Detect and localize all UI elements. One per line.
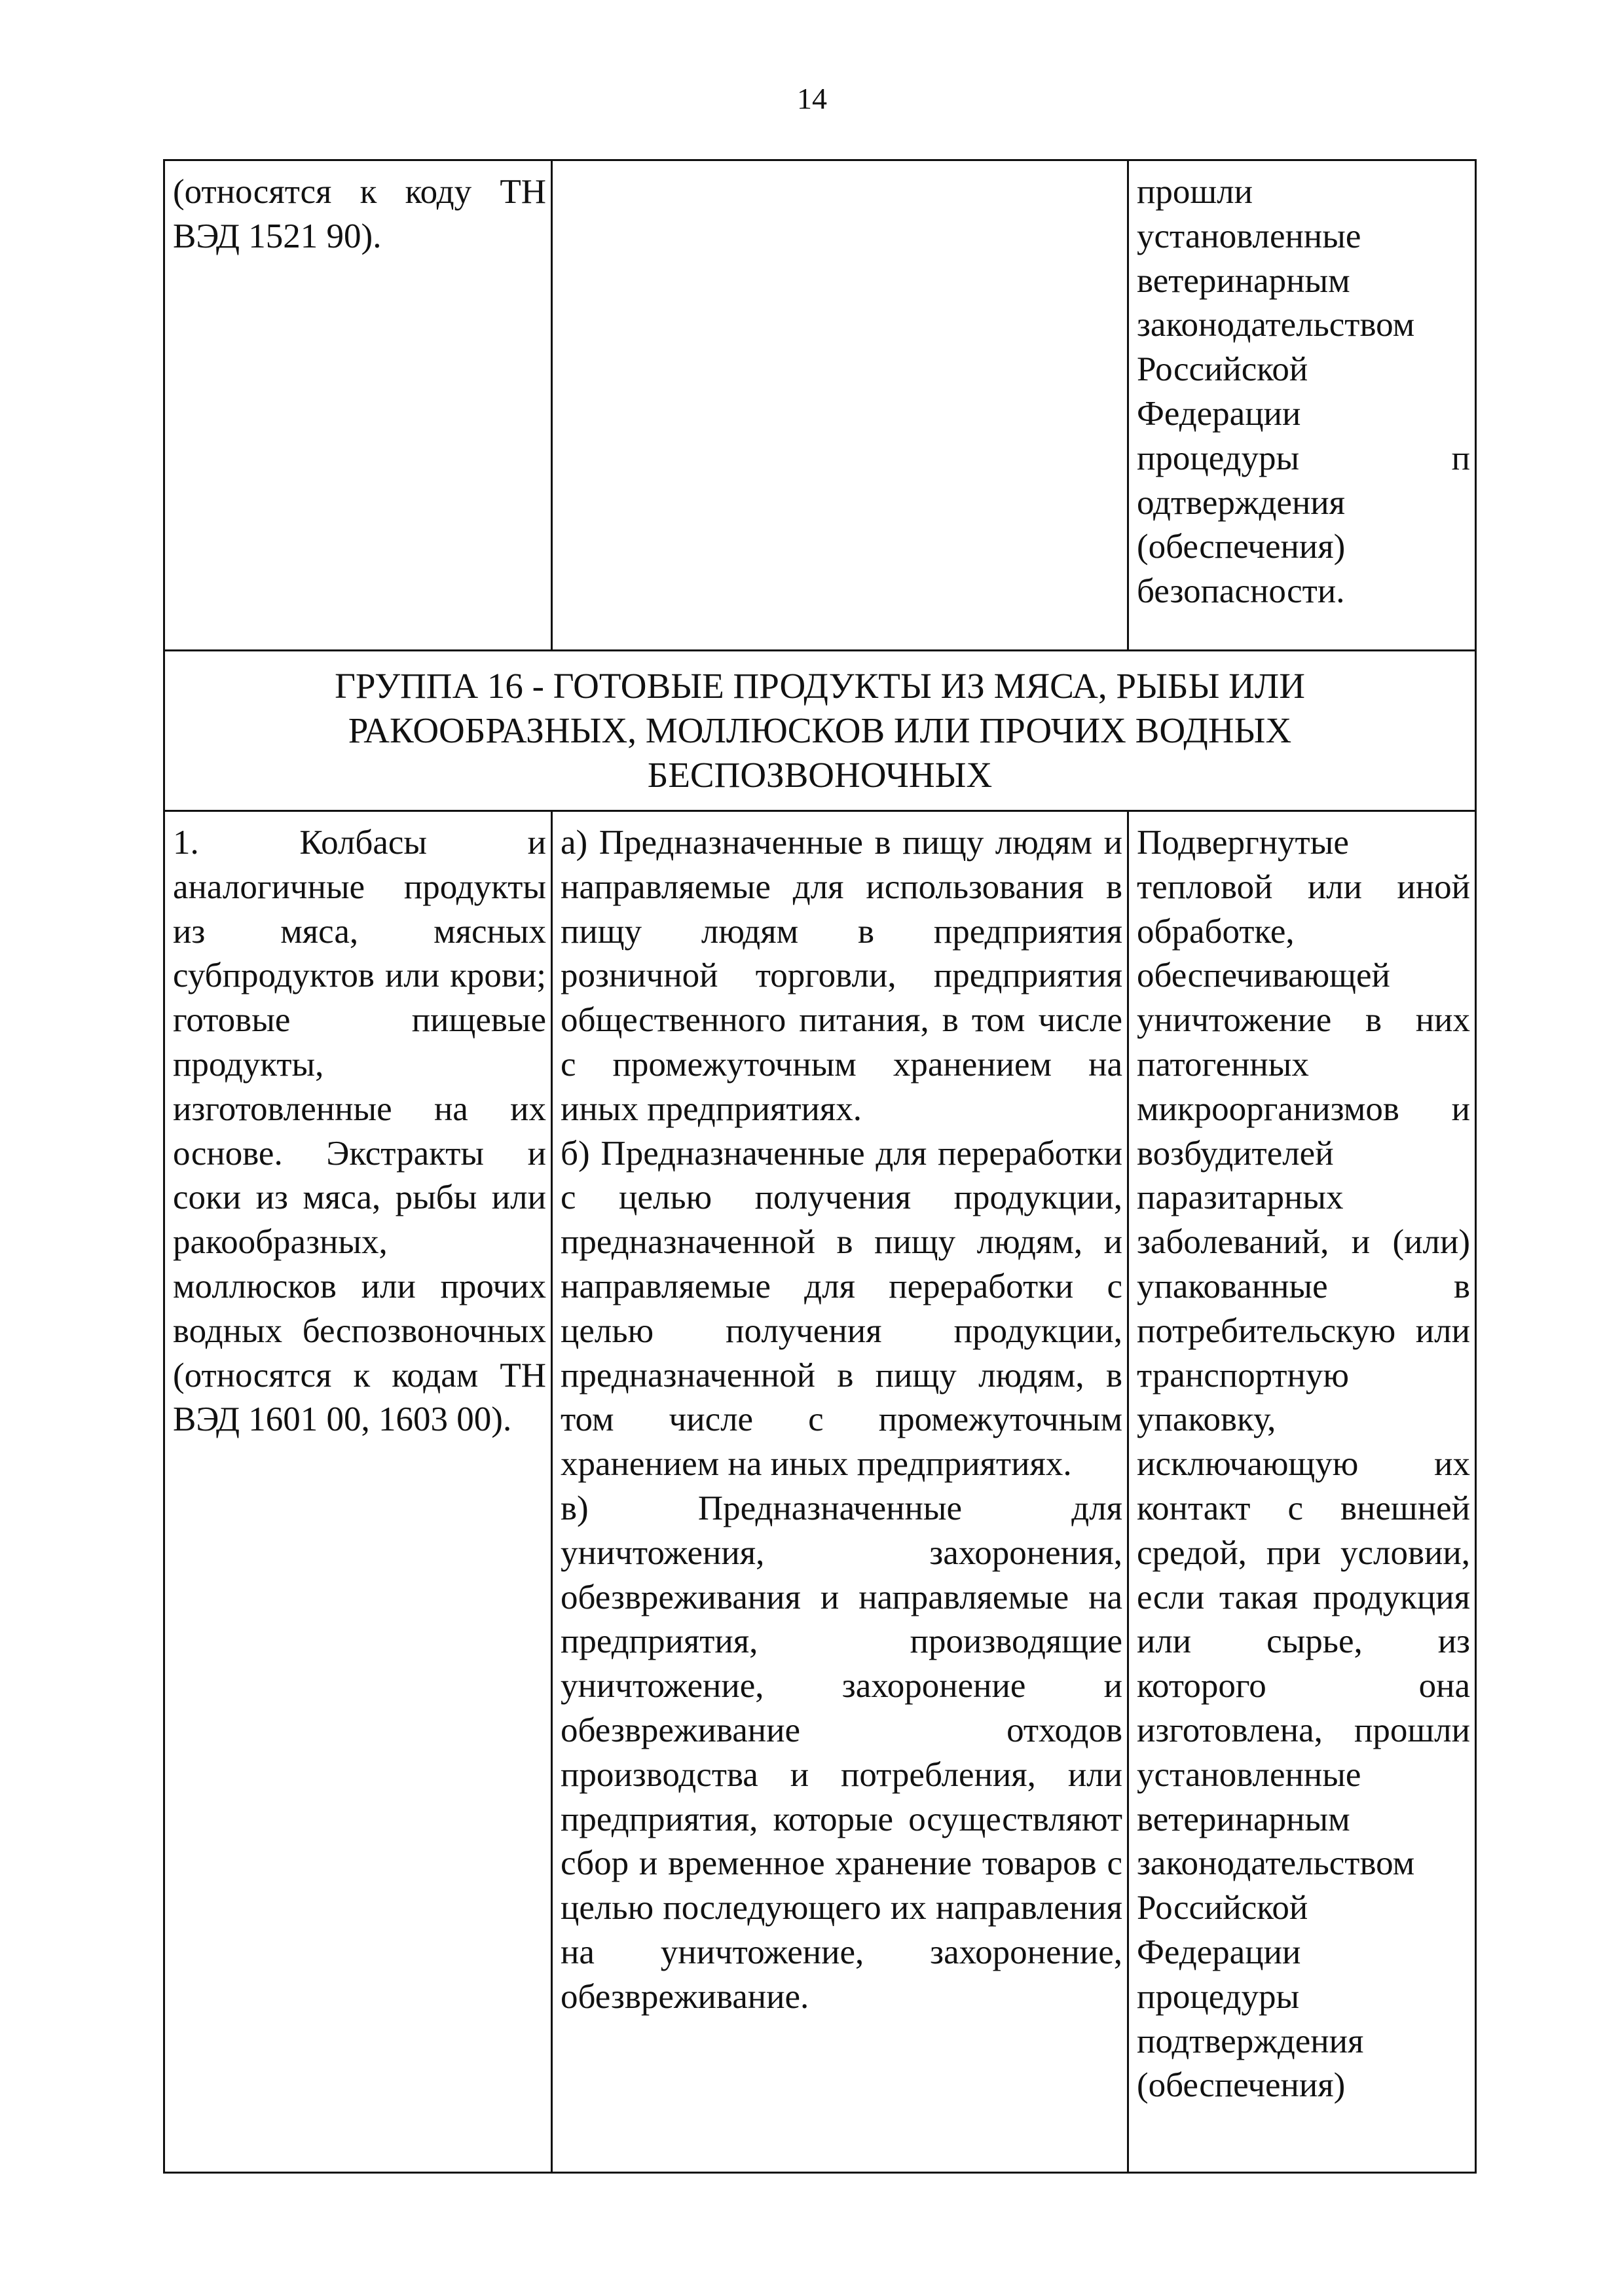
table-row-group-heading bbox=[164, 651, 1476, 811]
conditions-line-8: одтверждения bbox=[1137, 483, 1346, 522]
product-code-note: (относятся к коду ТН ВЭД 1521 90). bbox=[173, 173, 546, 255]
product-description: 1. Колбасы и аналогичные продукты из мяса, мясных субпродуктов или крови; готовые пищевые продукты, изготовленные на их основе. Экстракты и соки из мяса, рыбы или ракообразных, моллюсков или прочих водных беспозвоночных (относятся к кодам ТН ВЭД 1601 00, 1603 00). bbox=[173, 824, 546, 1439]
cell-empty-purpose bbox=[552, 160, 1128, 651]
conditions-line-9: (обеспечения) bbox=[1137, 528, 1346, 566]
group-heading: ГРУППА 16 - ГОТОВЫЕ ПРОДУКТЫ ИЗ МЯСА, РЫБЫ ИЛИ РАКООБРАЗНЫХ, МОЛЛЮСКОВ ИЛИ ПРОЧИХ ВОДНЫХ БЕСПОЗВОНОЧНЫХ bbox=[164, 651, 1476, 811]
cell-conditions-continuation bbox=[1128, 160, 1476, 651]
conditions-line-1: прошли bbox=[1137, 173, 1253, 211]
conditions-line-6: Федерации bbox=[1137, 394, 1301, 433]
conditions-line-3: ветеринарным bbox=[1137, 261, 1350, 300]
cell-product-description bbox=[164, 811, 552, 2173]
conditions-line-5: Российской bbox=[1137, 350, 1308, 389]
conditions-text: Подвергнутые тепловой или иной обработке, обеспечивающей уничтожение в них патогенных микроорганизмов и возбудителей паразитарных заболеваний, и (или) упакованные в потребительскую или транспортную упаковку, исключающую их контакт с внешней средой, при условии, если такая продукция или сырье, из которого она изготовлена, прошли установленные ветеринарным законодательством Российской Федерации процедуры подтверждения (обеспечения) bbox=[1137, 824, 1470, 2105]
conditions-line-7: процедуры п bbox=[1137, 439, 1470, 477]
cell-conditions bbox=[1128, 811, 1476, 2173]
purpose-a: а) Предназначенные в пищу людям и направляемые для использования в пищу людям в предприятия розничной торговли, предприятия общественного питания, в том числе с промежуточным хранением на иных предприятиях. bbox=[561, 824, 1122, 1128]
cell-purpose bbox=[552, 811, 1128, 2173]
conditions-line-2: установленные bbox=[1137, 217, 1361, 255]
table-row-item-1 bbox=[164, 811, 1476, 2173]
table-row-continuation bbox=[164, 160, 1476, 651]
conditions-line-10: безопасности. bbox=[1137, 572, 1345, 611]
conditions-line-4: законодательством bbox=[1137, 306, 1415, 344]
purpose-c: в) Предназначенные для уничтожения, захоронения, обезвреживания и направляемые на предприятия, производящие уничтожение, захоронение и обезвреживание отходов производства и потребления, или предприятия, которые осуществляют сбор и временное хранение товаров с целью последующего их направления на уничтожение, захоронение, обезвреживание. bbox=[561, 1489, 1122, 2016]
page-number: 14 bbox=[797, 82, 827, 115]
purpose-b: б) Предназначенные для переработки с целью получения продукции, предназначенной в пищу людям, и направляемые для переработки с целью получения продукции, предназначенной в пищу людям, в том числе с промежуточным хранением на иных предприятиях. bbox=[561, 1134, 1122, 1484]
cell-product-code-note bbox=[164, 160, 552, 651]
regulation-table bbox=[163, 159, 1477, 2174]
